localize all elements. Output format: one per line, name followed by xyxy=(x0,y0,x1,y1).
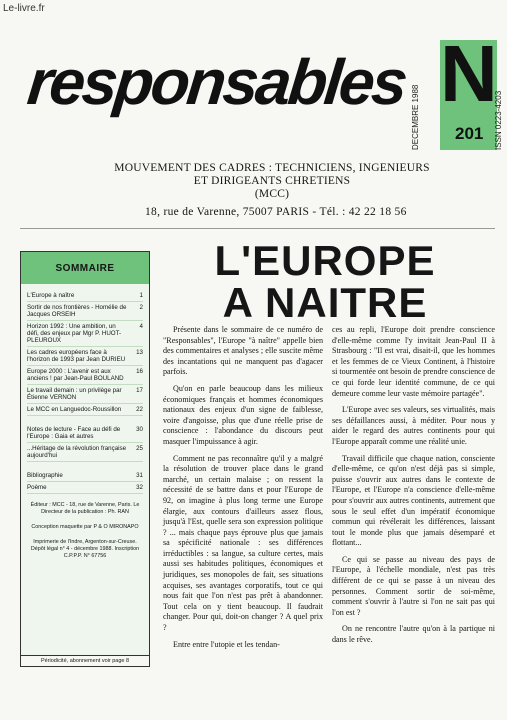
paragraph: Présente dans le sommaire de ce numéro de "Responsables", l'Europe "à naître" appelle bien des commentaires et analyses ; elle suscite même des incantations qui ne manquent pas d'agacer parfois. xyxy=(163,325,323,377)
issue-number: 201 xyxy=(455,124,484,143)
toc-item: Le travail demain : un privilège par Étienne VERNON 17 xyxy=(27,385,143,404)
paragraph: L'Europe avec ses valeurs, ses virtualités, mais ses défaillances aussi, à méditer. Pour nous y aider le regard des autres continents pour qui l'Europe apparaît comme une réalité unie. xyxy=(332,405,495,446)
issue-date: DECEMBRE 1988 xyxy=(411,84,420,150)
toc-item: ...Héritage de la révolution française aujourd'hui 25 xyxy=(27,443,143,462)
article-column-1 xyxy=(163,325,323,656)
paragraph: On ne rencontre l'autre qu'on à la partique ni dans le rêve. xyxy=(332,624,495,645)
toc-design: Conception maquette par P & O MIRONAPO xyxy=(31,524,139,530)
org-line-2: ET DIRIGEANTS CHRETIENS xyxy=(193,175,351,187)
org-line-1: MOUVEMENT DES CADRES : TECHNICIENS, INGENIEURS xyxy=(114,162,430,174)
paragraph: Comment ne pas reconnaître qu'il y a malgré la résolution de trouver place dans le grand marché, un certain malaise ; on ressent la nécessité de se battre dans et pour l'Europe de 92, on imagine à plus long terme une Europe élargie, aux contours d'ailleurs assez flous, jusqu'à l'Est, quelle sera son expression politique ? ... mais chaque pays éprouve plus que jamais sa spécificité nationale : ses différences irréductibles : sa langue, sa culture certes, mais aussi ses habitudes politiques, économiques et juridiques, ses monopoles de fait, ses situations acquises, ses avantages corporatifs, tout ce qui nous fait que l'on n'est pas prêt à abandonner. Tout cela on y tient beaucoup. Il faudrait changer. Pour qui, doit-on changer ? A quel prix ? xyxy=(163,453,323,633)
issn: ISSN 0223-4203 xyxy=(494,90,503,150)
toc-editor: Éditeur : MCC - 18, rue de Varenne, Paris. Le Directeur de la publication : Ph. RAN xyxy=(30,502,140,515)
toc-item: Les cadres européens face à l'horizon de 1993 par Jean DURIEU 13 xyxy=(27,347,143,366)
paragraph: Travail difficile que chaque nation, consciente d'elle-même, ce qu'on n'est déjà pas si simple, puisse s'ouvrir aux autres dans le contexte de l'Europe, et l'Europe n'a conscience d'elle-même pour s'ouvrir aux autres continents, autrement que sous le seul effet d'un impératif économique commun qui révélerait les différences, laissant tout le monde plus que jamais désemparé et flottant... xyxy=(332,453,495,548)
table-of-contents xyxy=(20,251,150,667)
title-line-2: A NAITRE xyxy=(222,279,428,326)
paragraph: Entre entre l'utopie et les tendan- xyxy=(173,639,280,649)
article-title xyxy=(150,237,500,326)
toc-footer: Périodicité, abonnement voir page 8 xyxy=(21,655,149,666)
toc-item: L'Europe à naître 1 xyxy=(27,290,143,302)
toc-item: Poème 32 xyxy=(27,482,143,494)
header-divider xyxy=(20,228,495,229)
toc-item: Europe 2000 : L'avenir est aux anciens ! par Jean-Paul BOULAND 16 xyxy=(27,366,143,385)
paragraph: ces au repli, l'Europe doit prendre conscience d'elle-même comme l'y invitait Jean-Paul II à Strasbourg : "Il est vrai, disait-il, que les hommes et les femmes de ce Vieux Continent, à l'histoire si tourmentée ont besoin de prendre conscience de ce qui forde leur identité commune, de ce qui demeure comme leur vaste mémoire partagée". xyxy=(332,325,495,398)
publisher-stamp: Le-livre.fr xyxy=(3,3,45,14)
paragraph: Ce qui se passe au niveau des pays de l'Europe, à l'échelle mondiale, n'est pas très différent de ce qui se passe à un niveau des personnes. Comment sortir de soi-même, comment s'ouvrir à l'autre si l'on ne sait pas qui l'on est ? xyxy=(332,554,495,617)
title-line-1: L'EUROPE xyxy=(214,237,436,284)
article-column-2 xyxy=(332,325,495,652)
toc-item: Sortir de nos frontières - Homélie de Jacques ORSEIH 2 xyxy=(27,302,143,321)
toc-heading: SOMMAIRE xyxy=(21,252,149,284)
toc-item: Bibliographie 31 xyxy=(27,470,143,482)
toc-item: Notes de lecture - Face au défi de l'Europe : Gaia et autres 30 xyxy=(27,424,143,443)
toc-item: Le MCC en Languedoc-Roussillon 22 xyxy=(27,404,143,416)
organization-name xyxy=(62,162,482,201)
magazine-brand: responsables xyxy=(24,46,409,118)
paragraph: Qu'on en parle beaucoup dans les milieux économiques français et hommes économiques nationaux des enjeux d'un signe de faiblesse, voire d'angoisse, plus que d'une réelle prise de conscience : l'abondance du discours peut masquer l'impuissance à agir. xyxy=(163,383,323,446)
organization-address: 18, rue de Varenne, 75007 PARIS - Tél. : 42 22 18 56 xyxy=(145,206,407,218)
toc-item: Horizon 1992 : Une ambition, un défi, des enjeux par Mgr P. HUOT-PLEUROUX 4 xyxy=(27,321,143,347)
issue-letter: N xyxy=(440,29,498,118)
toc-printer: Imprimerie de l'Indre, Argenton-sur-Creuse. Dépôt légal n° 4 - décembre 1988. Inscription C.P.P.P. N° 67756 xyxy=(30,539,140,559)
org-line-3: (MCC) xyxy=(254,188,290,200)
